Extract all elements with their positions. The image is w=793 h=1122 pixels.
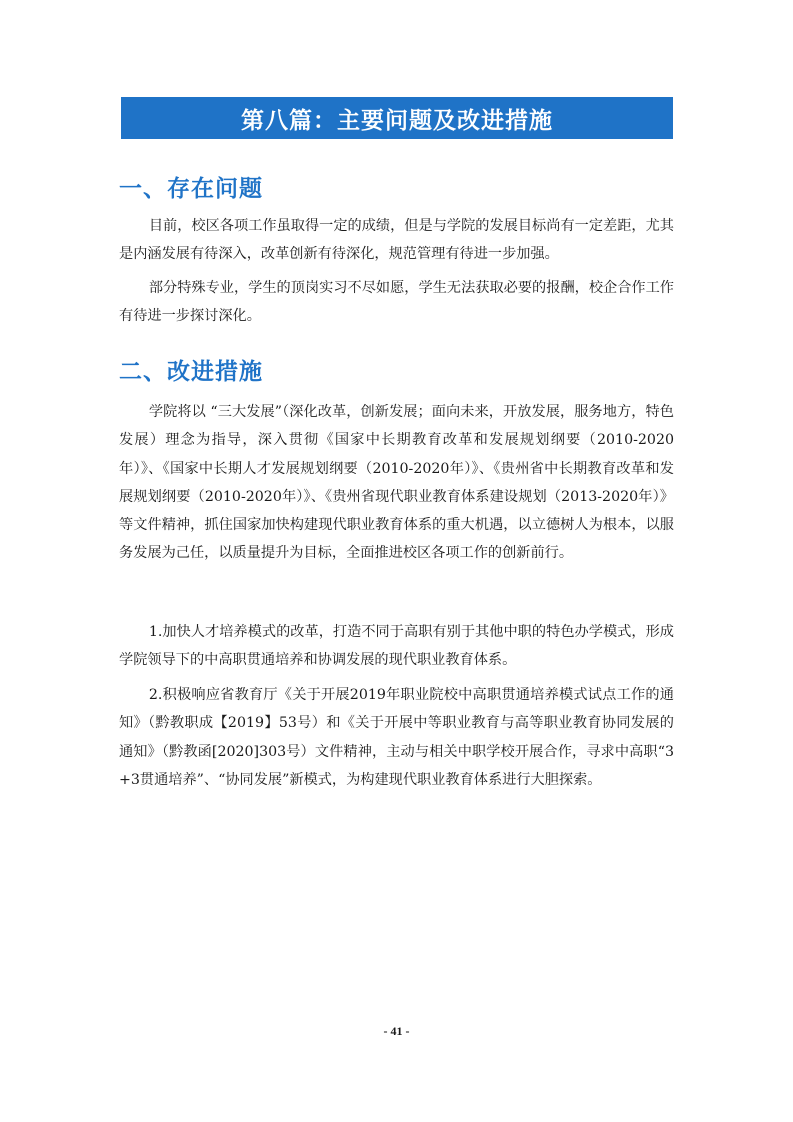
paragraph-measures-3: 2.积极响应省教育厅《关于开展2019年职业院校中高职贯通培养模式试点工作的通知》（黔教职成【2019】53号）和《关于开展中等职业教育与高等职业教育协同发展的通知》（黔教函[2020]303号）文件精神，主动与相关中职学校开展合作，寻求中高职“3+3贯通培养”、“协同发展”新模式，为构建现代职业教育体系进行大胆探索。 <box>119 687 674 788</box>
chapter-title: 第八篇：主要问题及改进措施 <box>241 107 553 134</box>
paragraph-measures-1: 学院将以 “三大发展”（深化改革，创新发展；面向未来，开放发展，服务地方，特色发展）理念为指导，深入贯彻《国家中长期教育改革和发展规划纲要（2010-2020年）》、《国家中长期人才发展规划纲要（2010-2020年）》、《贵州省中长期教育改革和发展规划纲要（2010-2020年）》、《贵州省现代职业教育体系建设规划（2013-2020年）》等文件精神，抓住国家加快构建现代职业教育体系的重大机遇，以立德树人为根本，以服务发展为己任，以质量提升为目标，全面推进校区各项工作的创新前行。 <box>119 404 674 562</box>
paragraph-problems-2: 部分特殊专业，学生的顶岗实习不尽如愿，学生无法获取必要的报酬，校企合作工作有待进一步探讨深化。 <box>119 280 674 325</box>
section-heading-problems: 一、存在问题 <box>119 176 263 202</box>
page-number: - 41 - <box>383 1024 410 1038</box>
chapter-banner <box>121 97 673 139</box>
section-heading-measures: 二、改进措施 <box>119 359 263 385</box>
paragraph-problems-1: 目前，校区各项工作虽取得一定的成绩，但是与学院的发展目标尚有一定差距，尤其是内涵发展有待深入，改革创新有待深化，规范管理有待进一步加强。 <box>119 218 674 263</box>
paragraph-measures-2: 1.加快人才培养模式的改革，打造不同于高职有别于其他中职的特色办学模式，形成学院领导下的中高职贯通培养和协调发展的现代职业教育体系。 <box>119 624 674 669</box>
